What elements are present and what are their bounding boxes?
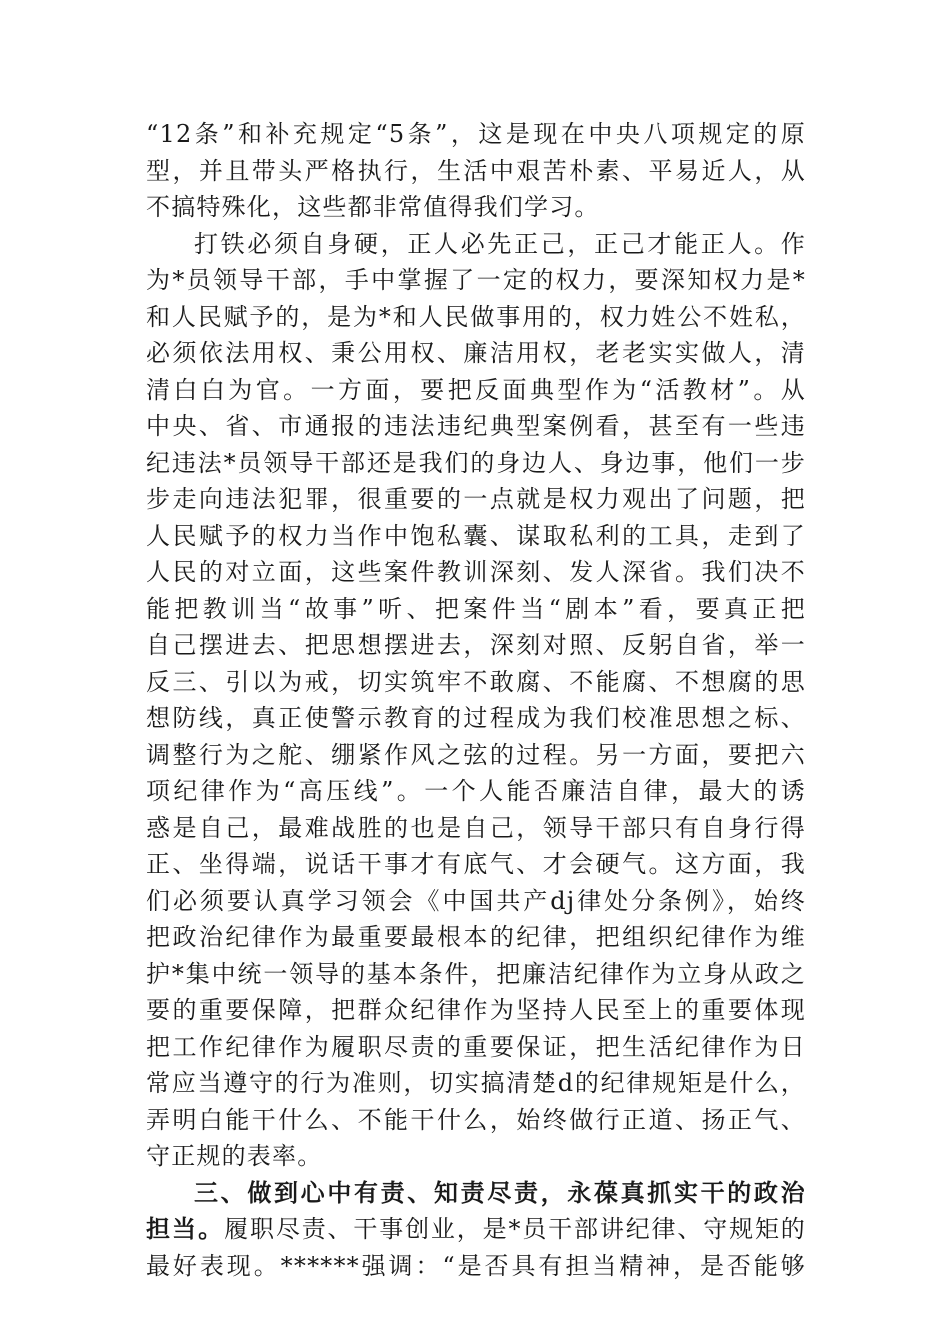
- text-line: 能把教训当“故事”听、把案件当“剧本”看，要真正把: [146, 594, 806, 623]
- text-line: 常应当遵守的行为准则，切实搞清楚d的纪律规矩是什么，: [146, 1069, 806, 1097]
- text-line: 中央、省、市通报的违法违纪典型案例看，甚至有一些违: [146, 412, 806, 440]
- text-line: 不搞特殊化，这些都非常值得我们学习。: [146, 193, 600, 221]
- section-body-text: 履职尽责、干事创业，是*员干部讲纪律、守规矩的: [224, 1215, 806, 1243]
- text-line: 反三、引以为戒，切实筑牢不敢腐、不能腐、不想腐的思: [146, 667, 806, 696]
- text-line: 护*集中统一领导的基本条件，把廉洁纪律作为立身从政之: [146, 959, 806, 988]
- text-line: 最好表现。******强调：“是否具有担当精神，是否能够: [146, 1251, 806, 1280]
- text-line: 型，并且带头严格执行，生活中艰苦朴素、平易近人，从: [146, 156, 806, 185]
- section-heading-lead: 三、做到心中有责、知责尽责，永葆真抓实干的政治: [194, 1178, 806, 1207]
- text-line: 步走向违法犯罪，很重要的一点就是权力观出了问题，把: [146, 485, 806, 513]
- text-line: 人民的对立面，这些案件教训深刻、发人深省。我们决不: [146, 558, 806, 586]
- text-line: [146, 1211, 806, 1248]
- paragraph-1: [146, 116, 806, 226]
- text-line: 打铁必须自身硬，正人必先正己，正己才能正人。作: [194, 229, 806, 258]
- text-line: 守正规的表率。: [146, 1142, 323, 1170]
- text-line: 和人民赋予的，是为*和人民做事用的，权力姓公不姓私，: [146, 302, 806, 331]
- paragraph-3: [146, 1175, 806, 1285]
- text-line: 为*员领导干部，手中掌握了一定的权力，要深知权力是*: [146, 266, 806, 294]
- text-line: 自己摆进去、把思想摆进去，深刻对照、反躬自省，举一: [146, 631, 806, 659]
- text-line: 要的重要保障，把群众纪律作为坚持人民至上的重要体现: [146, 996, 806, 1024]
- text-line: 弄明白能干什么、不能干什么，始终做行正道、扬正气、: [146, 1105, 806, 1134]
- text-line: 人民赋予的权力当作中饱私囊、谋取私利的工具，走到了: [146, 521, 806, 550]
- document-body: [146, 116, 806, 1284]
- text-line: 惑是自己，最难战胜的也是自己，领导干部只有自身行得: [146, 813, 806, 842]
- text-line: “12条”和补充规定“5条”，这是现在中央八项规定的原: [146, 120, 806, 148]
- text-line: 把政治纪律作为最重要最根本的纪律，把组织纪律作为维: [146, 923, 806, 951]
- text-line: 正、坐得端，说话干事才有底气、才会硬气。这方面，我: [146, 850, 806, 878]
- text-line: 把工作纪律作为履职尽责的重要保证，把生活纪律作为日: [146, 1032, 806, 1061]
- text-line: 清白白为官。一方面，要把反面典型作为“活教材”。从: [146, 375, 806, 404]
- paragraph-2: [146, 226, 806, 1175]
- text-line: 们必须要认真学习领会《中国共产dj律处分条例》，始终: [146, 886, 806, 915]
- text-line: 项纪律作为“高压线”。一个人能否廉洁自律，最大的诱: [146, 777, 806, 805]
- text-line: 想防线，真正使警示教育的过程成为我们校准思想之标、: [146, 704, 806, 732]
- section-heading-lead-end: 担当。: [146, 1215, 225, 1243]
- text-line: 必须依法用权、秉公用权、廉洁用权，老老实实做人，清: [146, 339, 806, 367]
- text-line: 调整行为之舵、绷紧作风之弦的过程。另一方面，要把六: [146, 740, 806, 769]
- text-line: 纪违法*员领导干部还是我们的身边人、身边事，他们一步: [146, 448, 806, 477]
